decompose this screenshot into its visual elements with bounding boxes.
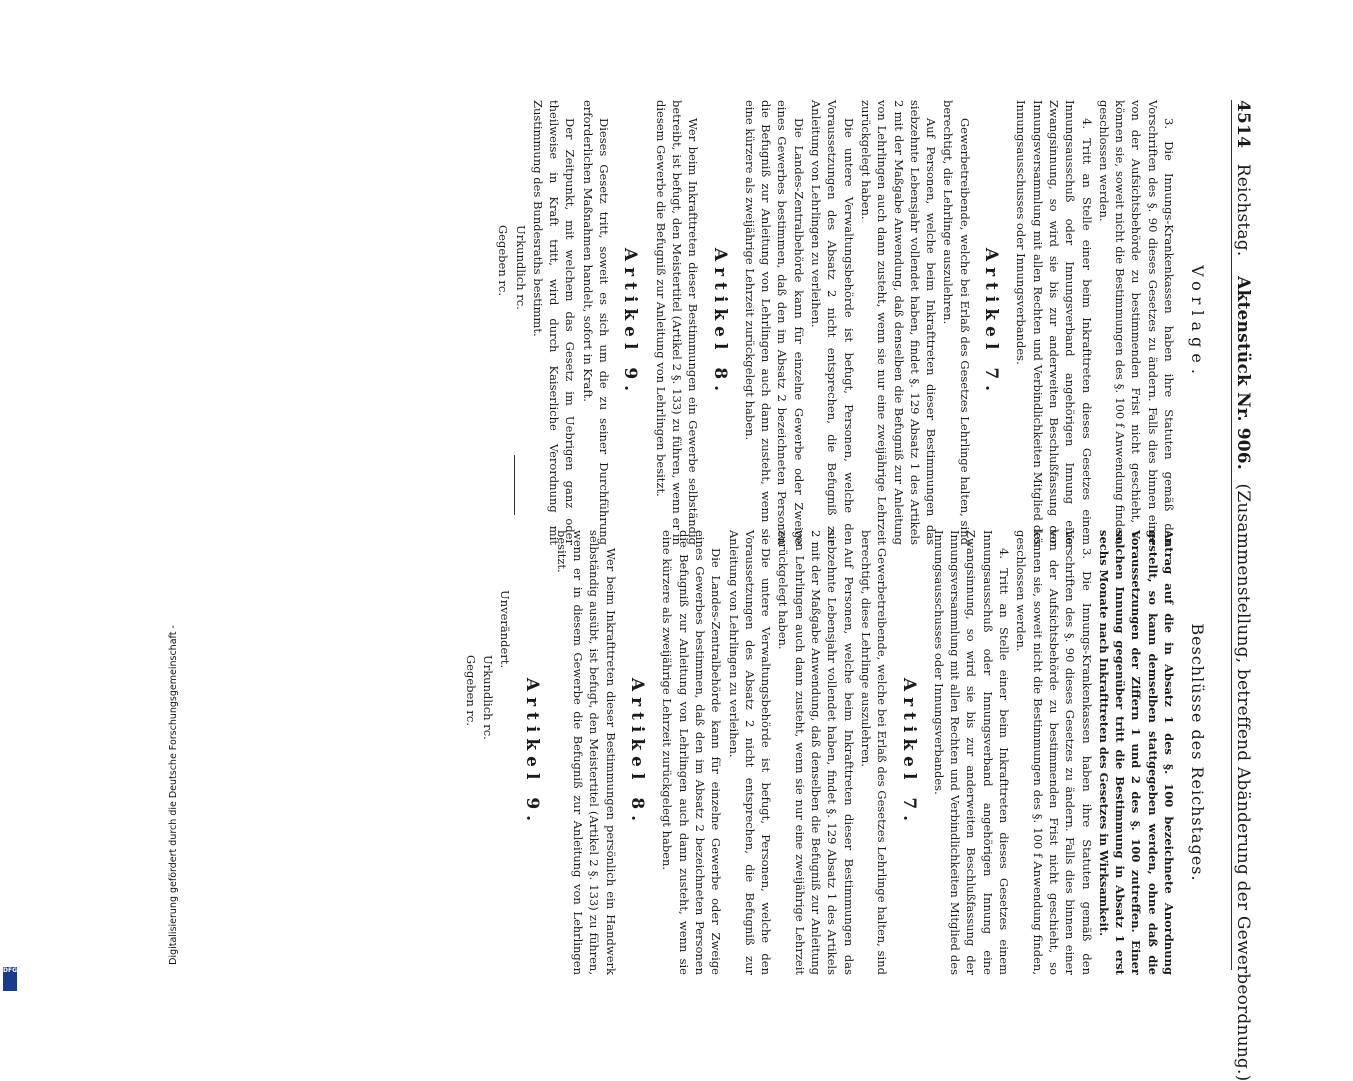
paragraph: Die untere Verwaltungsbehörde ist befugt, Personen, welche den Voraussetzungen des Absatz 2 nicht entsprechen, die Befugniß zur Anleitung von Lehrlingen zu verleihen. — [809, 100, 856, 545]
signature-line: Urkundlich rc. — [513, 225, 528, 310]
article-heading: Artikel 7. — [898, 677, 919, 828]
right-column-beschluesse — [461, 530, 1177, 975]
paragraph: Gewerbetreibende, welche bei Erlaß des Gesetzes Lehrlinge halten, sind berechtigt, diese Lehrlinge auszulehren. — [858, 530, 890, 975]
document-number: Aktenstück Nr. 906. — [1233, 276, 1253, 470]
page-number: 4514 — [1233, 100, 1253, 149]
digitization-credit: Digitalisierung gefördert durch die Deutsche Forschungsgemeinschaft - — [168, 625, 179, 965]
left-column-vorlage — [494, 100, 1177, 545]
paragraph: Auf Personen, welche beim Inkrafttreten dieser Bestimmungen das siebzehnte Lebensjahr vollendet haben, findet §. 129 Absatz 1 des Artikels 2 mit der Maßgabe Anwendung, daß denselben die Befugniß zur Anleitung von Lehrlingen auch dann zusteht, wenn sie nur eine zweijährige Lehrzeit zurückgelegt haben. — [776, 530, 856, 975]
paragraph-bold: Antrag auf die in Absatz 1 des §. 100 bezeichnete Anordnung gestellt, so kann demselben stattgegeben werden, ohne daß die Voraussetzungen der Ziffern 1 und 2 des §. 100 zutreffen. Einer solchen Innung gegenüber tritt die Bestimmung in Absatz 1 erst sechs Monate nach Inkrafttreten des Gesetzes in Wirksamkeit. — [1096, 530, 1176, 975]
paragraph: 3. Die Innungs-Krankenkassen haben ihre Statuten gemäß den Vorschriften des §. 90 dieses Gesetzes zu ändern. Falls dies binnen einer von der Aufsichtsbehörde zu bestimmenden Frist nicht geschieht, so können sie, soweit nicht die Bestimmungen des §. 100 f Anwendung finden, geschlossen werden. — [1096, 100, 1176, 545]
paragraph: 3. Die Innungs-Krankenkassen haben ihre Statuten gemäß den Vorschriften des §. 90 dieses Gesetzes zu ändern. Falls dies binnen einer von der Aufsichtsbehörde zu bestimmenden Frist nicht geschieht, so können sie, soweit nicht die Bestimmungen des §. 100 f Anwendung finden, geschlossen werden. — [1014, 530, 1094, 975]
dfg-logo-label: DFG — [3, 967, 18, 974]
paragraph: Die untere Verwaltungsbehörde ist befugt, Personen, welche den Voraussetzungen des Absatz 2 nicht entsprechen, die Befugniß zur Anleitung von Lehrlingen zu verleihen. — [726, 530, 774, 975]
paragraph: Wer beim Inkrafttreten dieser Bestimmungen persönlich ein Handwerk selbständig ausübt, ist befugt, den Meistertitel (Artikel 2 §. 133) zu führen, wenn er in diesem Gewerbe die Befugniß zur Anleitung von Lehrlingen besitzt. — [554, 530, 618, 975]
signature-line: Gegeben rc. — [496, 225, 511, 296]
paragraph: 4. Tritt an Stelle einer beim Inkrafttreten dieses Gesetzes einem Innungsausschuß oder Innungsverband angehörigen Innung eine Zwangsinnung, so wird sie bis zur anderweiten Beschlußfassung der Innungsversammlung mit allen Rechten und Verbindlichkeiten Mitglied des Innungsausschusses oder Innungsverbandes. — [931, 530, 1012, 975]
signature-line: Gegeben rc. — [463, 655, 478, 726]
article-heading: Artikel 9. — [620, 247, 641, 398]
right-column-heading: Beschlüsse des Reichstages. — [1188, 623, 1207, 882]
paragraph: Der Zeitpunkt, mit welchem das Gesetz im Uebrigen ganz oder theilweise in Kraft tritt, wird durch Kaiserliche Verordnung mit Zustimmung des Bundesraths bestimmt. — [530, 100, 578, 545]
publication-name: Reichstag. — [1233, 163, 1253, 257]
paragraph: Die Landes-Zentralbehörde kann für einzelne Gewerbe oder Zweige eines Gewerbes bestimmen, daß den im Absatz 2 bezeichneten Personen die Befugniß zur Anleitung von Lehrlingen auch dann zusteht, wenn sie eine kürzere als zweijährige Lehrzeit zurückgelegt haben. — [660, 530, 724, 975]
paragraph: Auf Personen, welche beim Inkrafttreten dieser Bestimmungen das siebzehnte Lebensjahr vollendet haben, findet §. 129 Absatz 1 des Artikels 2 mit der Maßgabe Anwendung, daß denselben die Befugniß zur Anleitung von Lehrlingen auch dann zusteht, wenn sie nur eine zweijährige Lehrzeit zurückgelegt haben. — [858, 100, 939, 545]
paragraph: Die Landes-Zentralbehörde kann für einzelne Gewerbe oder Zweige eines Gewerbes bestimmen, daß den im Absatz 2 bezeichneten Personen die Befugniß zur Anleitung von Lehrlingen auch dann zusteht, wenn sie eine kürzere als zweijährige Lehrzeit zurückgelegt haben. — [742, 100, 806, 545]
dfg-logo-icon — [3, 967, 17, 991]
header-rule — [1231, 100, 1232, 970]
paragraph: Dieses Gesetz tritt, soweit es sich um die zu seiner Durchführung erforderlichen Maßnahmen handelt, sofort in Kraft. — [580, 100, 612, 545]
signature-line: Urkundlich rc. — [481, 655, 496, 740]
section-divider — [514, 455, 515, 515]
paragraph: Unverändert. — [498, 590, 513, 669]
article-heading: Artikel 7. — [981, 247, 1002, 398]
page-header — [1213, 100, 1253, 1081]
article-heading: Artikel 9. — [521, 677, 542, 828]
article-heading: Artikel 8. — [709, 247, 730, 398]
document-subject: (Zusammenstellung, betreffend Abänderung der Gewerbeordnung.) — [1233, 483, 1253, 1081]
article-heading: Artikel 8. — [627, 677, 648, 828]
paragraph: 4. Tritt an Stelle einer beim Inkrafttreten dieses Gesetzes einem Innungsausschuß oder Innungsverband angehörigen Innung eine Zwangsinnung, so wird sie bis zur anderweiten Beschlußfassung der Innungsversammlung mit allen Rechten und Verbindlichkeiten Mitglied des Innungsausschusses oder Innungsverbandes. — [1014, 100, 1094, 545]
left-column-heading: Vorlage. — [1188, 265, 1207, 380]
paragraph: Wer beim Inkrafttreten dieser Bestimmungen ein Gewerbe selbständig betreibt, ist befugt, den Meistertitel (Artikel 2 §. 133) zu führen, wenn er in diesem Gewerbe die Befugniß zur Anleitung von Lehrlingen besitzt. — [653, 100, 701, 545]
paragraph: Gewerbetreibende, welche bei Erlaß des Gesetzes Lehrlinge halten, sind berechtigt, die Lehrlinge auszulehren. — [941, 100, 972, 545]
